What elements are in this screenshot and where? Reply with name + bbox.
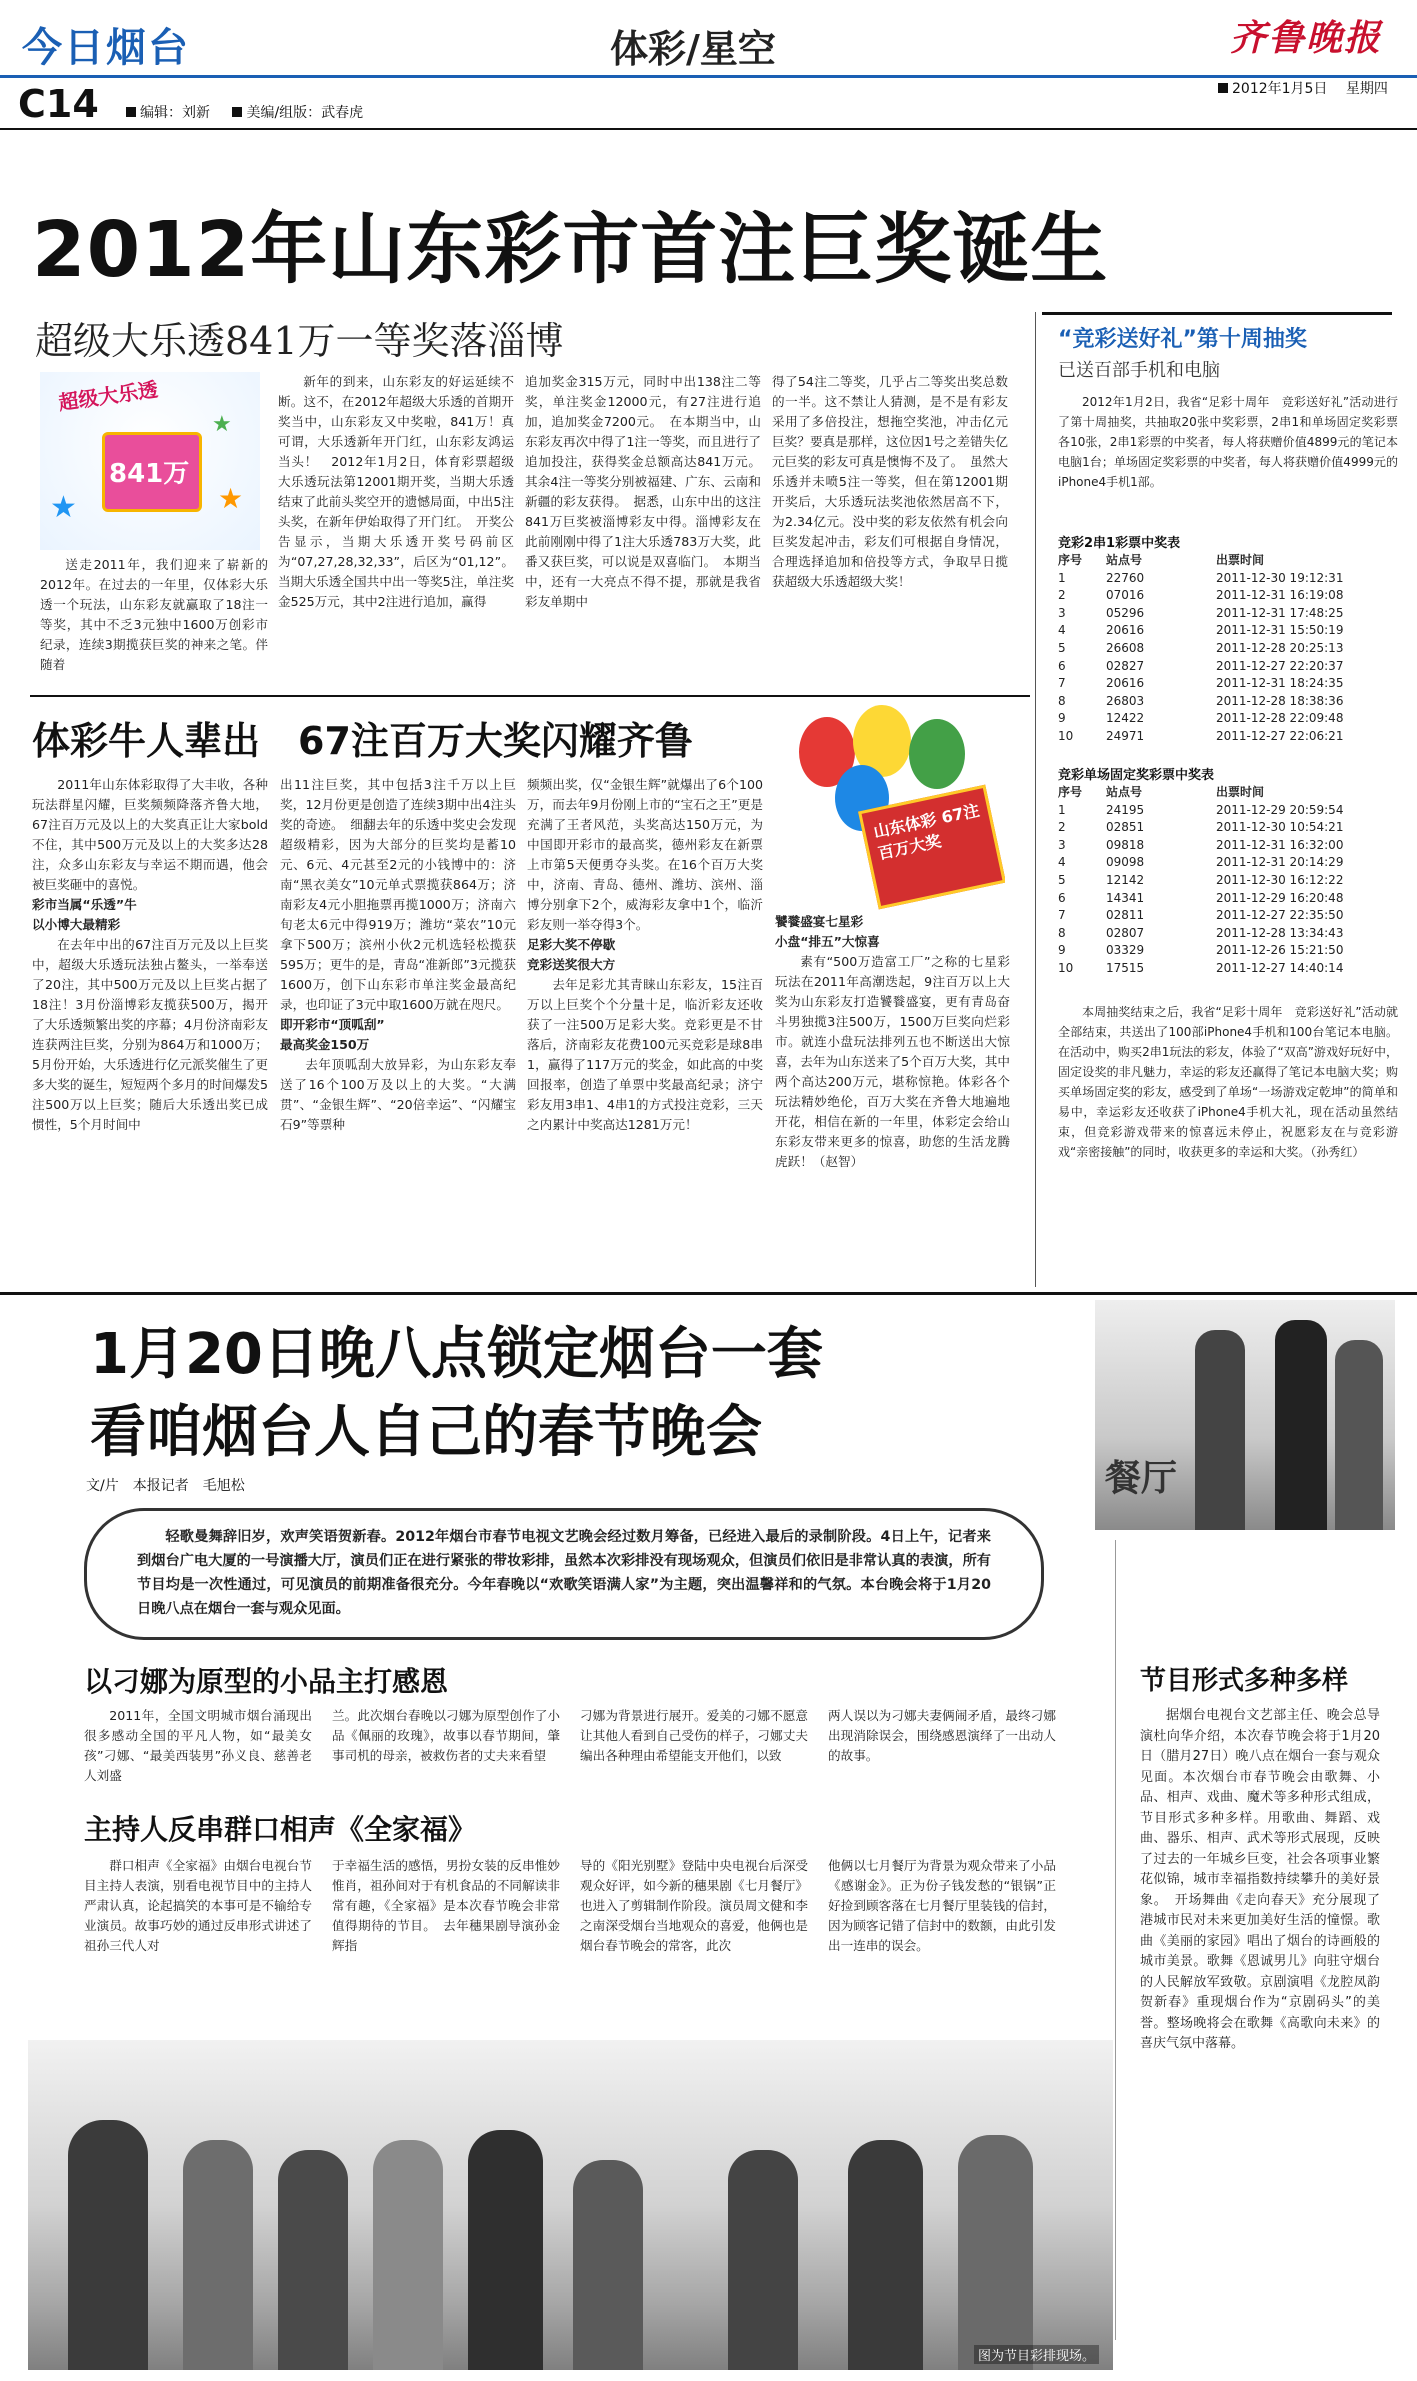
weekday-text: 星期四: [1345, 81, 1388, 97]
gala-sub2-col2: 于幸福生活的感悟，男扮女装的反串惟妙惟肖，祖孙间对于有机食品的不同解读非常有趣，《全家福》是本次春节晚会非常值得期待的节目。 去年穗果剧导演孙金辉指: [332, 1858, 560, 1953]
issue-time: 2011-12-31 17:48:25: [1216, 605, 1344, 620]
station-number: 20616: [1106, 676, 1145, 691]
gala-sub1: 以刁娜为原型的小品主打感恩: [84, 1665, 449, 1698]
star-icon: ★: [218, 482, 244, 515]
table1: [1058, 552, 1388, 746]
station-number: 22760: [1106, 570, 1145, 585]
sidebar-title: “竞彩送好礼”第十周抽奖: [1058, 327, 1307, 352]
station-number: 02811: [1106, 908, 1145, 923]
table-row: [1058, 802, 1388, 820]
person-figure: [183, 2140, 253, 2370]
lead-col1: 新年的到来，山东彩友的好运延续不断。这不，在2012年超级大乐透的首期开奖当中，山东彩友又中奖啦，841万！真可谓，大乐透新年开门红，山东彩友鸿运当头！ 2012年1月2日，体育彩票超级大乐透玩法第12001期开奖，当期大乐透结束了此前头奖空开的遗憾局面，中出5注头奖，在新年伊始取得了开门红。 开奖公告显示，当期大乐透开奖号码前区为“07,27,28,32,33”，后区为“01,12”。当期大乐透全国共中出一等奖5注，单注奖金525万元，其中2注进行追加，赢得: [278, 374, 514, 609]
issue-time: 2011-12-30 19:12:31: [1216, 570, 1344, 585]
sidebar-outro: 本周抽奖结束之后，我省“足彩十周年 竞彩送好礼”活动就全部结束，共送出了100部iPhone4手机和100台笔记本电脑。在活动中，购买2串1玩法的彩友，体验了“双高”游戏好玩好中，固定设奖的非凡魅力，幸运的彩友还赢得了笔记本电脑大奖；购买单场固定奖的彩友，感受到了单场“一场游戏定乾坤”的简单和易中，幸运彩友还收获了iPhone4手机大礼，现在活动虽然结束，但竞彩游戏带来的惊喜远未停止，祝愿彩友在与竞彩游戏“亲密接触”的同时，收获更多的幸运和大奖。（孙秀红）: [1058, 1005, 1398, 1159]
header-time: 出票时间: [1216, 553, 1265, 567]
sidebar-divider: [1035, 312, 1036, 1287]
photo-sign: 餐厅: [1105, 1458, 1178, 1499]
person-figure: [468, 2130, 543, 2370]
person-figure: [958, 2135, 1033, 2370]
row-index: 1: [1058, 802, 1066, 817]
person-figure: [1335, 1340, 1383, 1530]
balloon-graphic: [775, 705, 1005, 910]
photo-caption: 图为节目彩排现场。: [974, 2345, 1099, 2364]
table-row: [1058, 675, 1388, 693]
header-index: 序号: [1058, 553, 1083, 567]
article2-col3-text: 频频出奖，仅“金银生辉”就爆出了6个100万，而去年9月份刚上市的“宝石之王”更是充满了王者风范，头奖高达150万元，为中国即开彩市的最高奖，德州彩友在新票上市第5天便勇夺头奖。在16个百万大奖中，济南、青岛、德州、潍坊、滨州、淄博分别拿下2个，威海彩友拿中1个，临沂彩友则一举夺得3个。: [527, 777, 763, 932]
table1-header: [1058, 552, 1388, 570]
lead-col2: 追加奖金315万元，同时中出138注二等奖，单注奖金12000元，有27注进行追加，追加奖金7200元。 在本期当中，山东彩友再次中得了1注一等奖，而且进行了追加投注，获得奖金总额高达841万元。其余4注一等奖分别被福建、广东、云南和新疆的彩友获得。 据悉，山东中出的这注841万巨奖被淄博彩友中得。淄博彩友在此前刚刚中得了1注大乐透783万大奖，此番又获巨奖，可以说是双喜临门。 本期当中，还有一大亮点不得不提，那就是我省彩友单期中: [525, 374, 761, 609]
row-index: 3: [1058, 837, 1066, 852]
article2-col1: [32, 775, 268, 1275]
issue-time: 2011-12-31 16:32:00: [1216, 837, 1344, 852]
table-row: [1058, 728, 1388, 746]
balloon-icon: [909, 719, 965, 789]
table-row: [1058, 837, 1388, 855]
star-icon: ★: [212, 412, 232, 437]
article2-col2: [280, 775, 516, 1275]
table-row: [1058, 872, 1388, 890]
article2-col3: [527, 775, 763, 1275]
table-row: [1058, 854, 1388, 872]
gala-intro-text: 轻歌曼舞辞旧岁，欢声笑语贺新春。2012年烟台市春节电视文艺晚会经过数月筹备，已经进入最后的录制阶段。4日上午，记者来到烟台广电大厦的一号演播大厅，演员们正在进行紧张的带妆彩排，虽然本次彩排没有现场观众，但演员们依旧是非常认真的表演，所有节目均是一次性通过，可见演员的前期准备很充分。今年春晚以“欢歌笑语满人家”为主题，突出温馨祥和的气氛。本台晚会将于1月20日晚八点在烟台一套与观众见面。: [137, 1529, 991, 1617]
header-index: 序号: [1058, 785, 1083, 799]
date-text: 2012年1月5日: [1232, 81, 1328, 97]
gala-side-title: 节目形式多种多样: [1140, 1666, 1349, 1696]
article2-sub4: 饕餮盛宴七星彩: [775, 914, 864, 929]
header-time: 出票时间: [1216, 785, 1265, 799]
issue-time: 2011-12-27 22:06:21: [1216, 728, 1344, 743]
table-row: [1058, 890, 1388, 908]
star-icon: ★: [50, 490, 77, 525]
table-row: [1058, 622, 1388, 640]
article2-headline: 体彩牛人辈出 67注百万大奖闪耀齐鲁: [32, 719, 693, 763]
editor-text: 编辑：刘新: [140, 105, 210, 121]
article2-sub4b: 小盘“排五”大惊喜: [775, 934, 880, 949]
article2-col4-text: 素有“500万造富工厂”之称的七星彩玩法在2011年高潮迭起，9注百万以上大奖为山东彩友打造饕餮盛宴，更有青岛奋斗男独揽3注500万，1500万巨奖向烂彩市。就连小盘玩法排列五也不断送出大惊喜，去年为山东送来了5个百万大奖，其中两个高达200万元，堪称惊艳。体彩各个玩法精妙绝伦，百万大奖在齐鲁大地遍地开花，相信在新的一年里，体彩定会给山东彩友带来更多的惊喜，助您的生活龙腾虎跃！（赵智）: [775, 954, 1010, 1169]
lottery-graphic: [40, 372, 260, 550]
graphic-title: 超级大乐透: [57, 377, 160, 415]
station-number: 05296: [1106, 605, 1145, 620]
gala-intro-box: [84, 1508, 1044, 1640]
table-row: [1058, 925, 1388, 943]
designer-text: 美编/组版：武春虎: [246, 105, 364, 121]
gala-sub2: 主持人反串群口相声《全家福》: [84, 1813, 477, 1846]
header-station: 站点号: [1106, 785, 1143, 799]
article2-col3b-text: 去年足彩尤其青睐山东彩友，15注百万以上巨奖个个分量十足，临沂彩友还收获了一注500万足彩大奖。竞彩更是不甘落后，济南彩友花费100元买竞彩是球8串1，赢得了117万元的奖金，如此高的中奖回报率，创造了单票中奖最高纪录；济宁彩友用3串1、4串1的方式投注竞彩，三天之内累计中奖高达1281万元！: [527, 977, 763, 1132]
article2-sub1: 彩市当属“乐透”牛: [32, 897, 137, 912]
row-index: 10: [1058, 960, 1074, 975]
issue-time: 2011-12-28 13:34:43: [1216, 925, 1344, 940]
gala-sub2-col3: 导的《阳光别墅》登陆中央电视台后深受观众好评，如今新的穗果剧《七月餐厅》也进入了剪辑制作阶段。演员周文健和李之南深受烟台当地观众的喜爱，他俩也是烟台春节晚会的常客，此次: [580, 1858, 808, 1953]
rehearsal-photo-top: [1095, 1300, 1395, 1530]
issue-time: 2011-12-30 16:12:22: [1216, 872, 1344, 887]
station-number: 14341: [1106, 890, 1145, 905]
gala-sidebar-divider: [1115, 1540, 1116, 2340]
table2: [1058, 784, 1388, 978]
issue-time: 2011-12-29 20:59:54: [1216, 802, 1344, 817]
article2-col4: [775, 912, 1010, 1277]
issue-time: 2011-12-29 16:20:48: [1216, 890, 1344, 905]
station-number: 02827: [1106, 658, 1145, 673]
article2-col2b-text: 去年顶呱刮大放异彩，为山东彩友奉送了16个100万及以上的大奖。“大满贯”、“金银生辉”、“20倍幸运”、“闪耀宝石9”等票种: [280, 1057, 516, 1132]
station-number: 17515: [1106, 960, 1145, 975]
channel-name: 体彩/星空: [610, 27, 776, 71]
row-index: 7: [1058, 676, 1066, 691]
row-index: 8: [1058, 693, 1066, 708]
table-row: [1058, 710, 1388, 728]
rehearsal-photo-bottom: [28, 2040, 1113, 2370]
row-index: 2: [1058, 588, 1066, 603]
gala-sub1-col1: 2011年，全国文明城市烟台涌现出很多感动全国的平凡人物，如“最美女孩”刁娜、“最美西装男”孙义良、慈善老人刘盛: [84, 1708, 312, 1783]
gala-sub2-col1: 群口相声《全家福》由烟台电视台节目主持人表演，别看电视节目中的主持人严肃认真，论起搞笑的本事可是不输给专业演员。故事巧妙的通过反串形式讲述了祖孙三代人对: [84, 1858, 312, 1953]
table-row: [1058, 587, 1388, 605]
person-figure: [1275, 1320, 1327, 1530]
article2-sub3b: 竞彩送奖很大方: [527, 957, 616, 972]
row-index: 8: [1058, 925, 1066, 940]
page-number: C14: [18, 82, 99, 126]
gala-byline: 文/片 本报记者 毛旭松: [86, 1478, 245, 1494]
gala-sub1-col3: 刁娜为背景进行展开。爱美的刁娜不愿意让其他人看到自己受伤的样子，刁娜丈夫编出各种理由希望能支开他们，以致: [580, 1708, 808, 1763]
station-number: 02851: [1106, 820, 1145, 835]
station-number: 12142: [1106, 872, 1145, 887]
sidebar-intro: 2012年1月2日，我省“足彩十周年 竞彩送好礼”活动进行了第十周抽奖，共抽取20张中奖彩票，2串1和单场固定奖彩票各10张，2串1彩票的中奖者，每人将获赠价值4899元的笔记本电脑1台；单场固定奖彩票的中奖者，每人将获赠价值4999元的iPhone4手机1部。: [1058, 395, 1398, 489]
gala-headline-2: 看咱烟台人自己的春节晚会: [90, 1400, 762, 1465]
row-index: 5: [1058, 872, 1066, 887]
article2-col2-text: 出11注巨奖，其中包括3注千万以上巨奖，12月份更是创造了连续3期中出4注头奖的奇迹。 细翻去年的乐透中奖史会发现超级精彩，因为大部分的巨奖均是蓄10元、6元、4元甚至2元的小钱博中的：济南“黑衣美女”10元单式票揽获864万；济南彩友4元小胆拖票再揽1000万；济南六旬老太6元中得919万；潍坊“菜农”10元拿下500万；滨州小伙2元机选轻松揽获595万；更牛的是，青岛“准新郎”3元揽获1600万，创下山东彩市单注奖金最高纪录，也印证了3元中取1600万就在咫尺。: [280, 777, 516, 1012]
issue-time: 2011-12-31 15:50:19: [1216, 623, 1344, 638]
table-row: [1058, 640, 1388, 658]
issue-time: 2011-12-31 18:24:35: [1216, 676, 1344, 691]
station-number: 24195: [1106, 802, 1145, 817]
masthead-bottom-rule: [0, 128, 1417, 130]
table2-title: 竞彩单场固定奖彩票中奖表: [1058, 768, 1215, 783]
sidebar-top-rule: [1042, 312, 1392, 315]
station-number: 09818: [1106, 837, 1145, 852]
station-number: 12422: [1106, 711, 1145, 726]
table2-header: [1058, 784, 1388, 802]
article2-sub2: 即开彩市“顶呱刮”: [280, 1017, 385, 1032]
person-figure: [573, 2160, 643, 2370]
graphic-amount: 841万: [109, 459, 190, 489]
issue-time: 2011-12-27 22:35:50: [1216, 908, 1344, 923]
person-figure: [728, 2150, 798, 2370]
issue-time: 2011-12-31 16:19:08: [1216, 588, 1344, 603]
station-number: 02807: [1106, 925, 1145, 940]
row-index: 6: [1058, 658, 1066, 673]
table-row: [1058, 693, 1388, 711]
gift-box-icon: [102, 432, 202, 512]
article2-sub1b: 以小博大最精彩: [32, 917, 121, 932]
person-figure: [278, 2150, 348, 2370]
issue-time: 2011-12-28 22:09:48: [1216, 711, 1344, 726]
gala-sub1-col2: 兰。此次烟台春晚以刁娜为原型创作了小品《佩丽的玫瑰》，故事以春节期间，肇事司机的母亲，被救伤者的丈夫来看望: [332, 1708, 560, 1763]
table-row: [1058, 570, 1388, 588]
lead-subtitle: 超级大乐透841万一等奖落淄博: [35, 319, 564, 363]
banner-text: 山东体彩 67注百万大奖: [871, 800, 982, 864]
editor-credit: [126, 102, 363, 122]
row-index: 6: [1058, 890, 1066, 905]
row-index: 4: [1058, 855, 1066, 870]
issue-time: 2011-12-28 18:38:36: [1216, 693, 1344, 708]
station-number: 26608: [1106, 640, 1145, 655]
person-figure: [68, 2120, 148, 2370]
sidebar: [1042, 312, 1397, 1287]
issue-date: [1218, 78, 1388, 98]
table1-title: 竞彩2串1彩票中奖表: [1058, 536, 1181, 551]
person-figure: [373, 2140, 443, 2370]
gala-sub1-col4: 两人误以为刁娜夫妻俩闹矛盾，最终刁娜出现消除误会，围绕感恩演绎了一出动人的故事。: [828, 1708, 1056, 1763]
gala-headline-1: 1月20日晚八点锁定烟台一套: [90, 1322, 823, 1387]
row-index: 9: [1058, 711, 1066, 726]
row-index: 1: [1058, 570, 1066, 585]
table-row: [1058, 960, 1388, 978]
gala-side-text: 据烟台电视台文艺部主任、晚会总导演杜向华介绍，本次春节晚会将于1月20日（腊月27日）晚八点在烟台一套与观众见面。本次烟台市春节晚会由歌舞、小品、相声、戏曲、魔术等多种形式组成，节目形式多种多样。用歌曲、舞蹈、戏曲、器乐、相声、武术等形式展现，反映了过去的一年城乡巨变，社会各项事业繁花似锦，城市幸福指数持续攀升的美好景象。 开场舞曲《走向春天》充分展现了港城市民对未来更加美好生活的憧憬。歌曲《美丽的家园》唱出了烟台的诗画般的城市美景。歌舞《恩诚男儿》向驻守烟台的人民解放军致敬。京剧演唱《龙腔凤韵贺新春》重现烟台作为“京剧码头”的美誉。整场晚将会在歌舞《高歌向未来》的喜庆气氛中落幕。: [1140, 1708, 1380, 2051]
table-row: [1058, 942, 1388, 960]
station-number: 20616: [1106, 623, 1145, 638]
article2-col1b-text: 在去年中出的67注百万元及以上巨奖中，超级大乐透玩法独占鳌头，一举奉送了20注，其中500万元及以上巨奖占据了18注！3月份淄博彩友揽获500万，揭开了大乐透频繁出奖的序幕；4月份济南彩友连获两注巨奖，分别为864万和1000万；5月份开始，大乐透进行亿元派奖催生了更多大奖的诞生，短短两个多月的时间爆发5注500万以上巨奖；随后大乐透出奖已成惯性，5个月时间中: [32, 937, 268, 1132]
lead-col0: 送走2011年，我们迎来了崭新的2012年。在过去的一年里，仅体彩大乐透一个玩法，山东彩友就赢取了18注一等奖，其中不乏3元独中1600万创彩市纪录，连续3期揽获巨奖的神来之笔。伴随着: [40, 557, 268, 672]
row-index: 5: [1058, 640, 1066, 655]
table-row: [1058, 907, 1388, 925]
row-index: 7: [1058, 908, 1066, 923]
row-index: 4: [1058, 623, 1066, 638]
article2-sub3: 足彩大奖不停歇: [527, 937, 616, 952]
table-row: [1058, 819, 1388, 837]
section-name: 今日烟台: [22, 25, 190, 71]
article2-col1-text: 2011年山东体彩取得了大丰收，各种玩法群星闪耀，巨奖频频降落齐鲁大地，67注百万元及以上的大奖真正让大家bold不住，其中500万元及以上的大奖多达28注，众多山东彩友与幸运不期而遇，他会被巨奖砸中的喜悦。: [32, 777, 268, 892]
station-number: 24971: [1106, 728, 1145, 743]
person-figure: [848, 2140, 923, 2370]
table-row: [1058, 605, 1388, 623]
issue-time: 2011-12-31 20:14:29: [1216, 855, 1344, 870]
article2-sub2b: 最高奖金150万: [280, 1037, 370, 1052]
issue-time: 2011-12-27 22:20:37: [1216, 658, 1344, 673]
person-figure: [1195, 1330, 1245, 1530]
masthead-rule: [0, 75, 1417, 78]
station-number: 09098: [1106, 855, 1145, 870]
masthead: [0, 0, 1417, 130]
issue-time: 2011-12-30 10:54:21: [1216, 820, 1344, 835]
row-index: 3: [1058, 605, 1066, 620]
issue-time: 2011-12-27 14:40:14: [1216, 960, 1344, 975]
station-number: 26803: [1106, 693, 1145, 708]
gala-sub2-col4: 他俩以七月餐厅为背景为观众带来了小品《感谢金》。正为份子钱发愁的“银锅”正好捡到顾客落在七月餐厅里装钱的信封，因为顾客记错了信封中的数额，由此引发出一连串的误会。: [828, 1858, 1056, 1953]
header-station: 站点号: [1106, 553, 1143, 567]
station-number: 07016: [1106, 588, 1145, 603]
lead-col3: 得了54注二等奖，几乎占二等奖出奖总数的一半。这不禁让人猜测，是不是有彩友采用了多倍投注，想拖空奖池，冲击亿元巨奖？要真是那样，这位因1号之差错失亿元巨奖的彩友可真是懊悔不及了。 虽然大乐透并未喷5注一等奖，但在第12001期开奖后，大乐透玩法奖池依然居高不下，为2.34亿元。没中奖的彩友依然有机会向巨奖发起冲击，彩友们可根据自身情况，合理选择追加和倍投等方式，争取早日揽获超级大乐透超级大奖！: [772, 374, 1008, 589]
lead-headline: 2012年山东彩市首注巨奖诞生: [32, 206, 1109, 295]
issue-time: 2011-12-26 15:21:50: [1216, 943, 1344, 958]
divider: [30, 695, 1030, 697]
row-index: 9: [1058, 943, 1066, 958]
table-row: [1058, 658, 1388, 676]
paper-logo: 齐鲁晚报: [1230, 17, 1383, 59]
row-index: 2: [1058, 820, 1066, 835]
section-rule: [0, 1292, 1417, 1295]
row-index: 10: [1058, 728, 1074, 743]
sidebar-subtitle: 已送百部手机和电脑: [1058, 360, 1220, 381]
station-number: 03329: [1106, 943, 1145, 958]
issue-time: 2011-12-28 20:25:13: [1216, 640, 1344, 655]
